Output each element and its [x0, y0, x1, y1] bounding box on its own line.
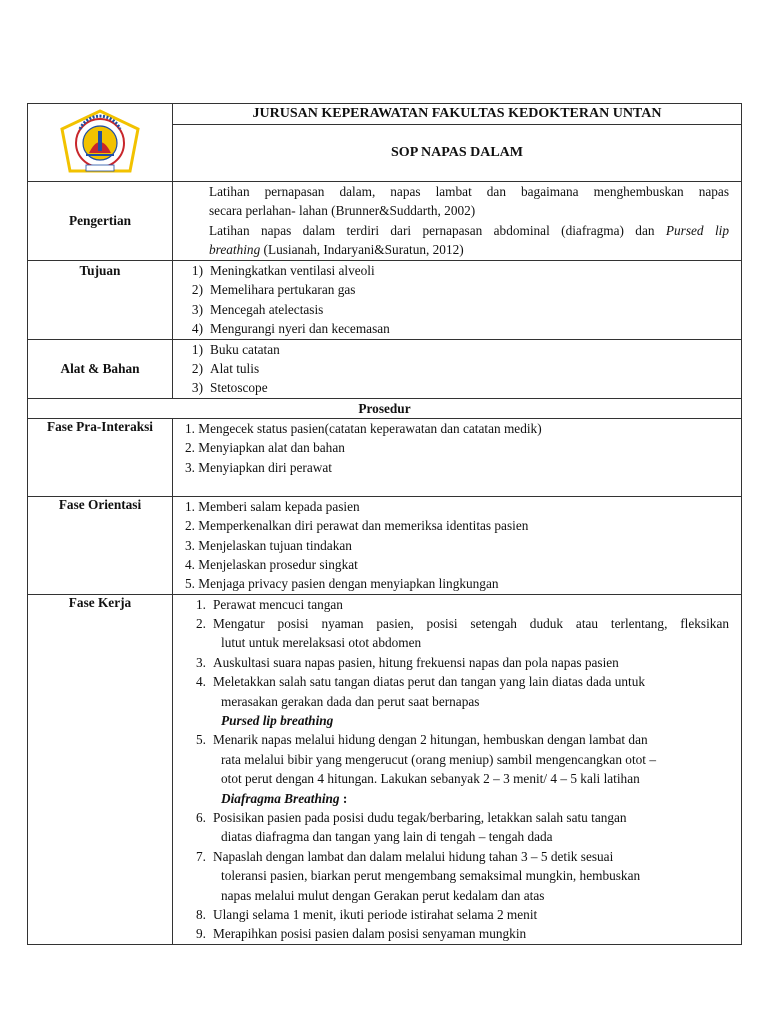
- item-text: Stetoscope: [210, 380, 268, 396]
- alat-label: Alat & Bahan: [28, 339, 173, 398]
- step-text: Napaslah dengan lambat dan dalam melalui hidung tahan 3 – 5 detik sesuai: [213, 848, 614, 864]
- pengertian-term: Pursed lip: [665, 222, 729, 238]
- item-text: Meningkatkan ventilasi alveoli: [210, 263, 375, 278]
- list-item: [173, 261, 741, 280]
- step-text: Ulangi selama 1 menit, ikuti periode istirahat selama 2 menit: [213, 906, 538, 922]
- kerja-step: [173, 595, 729, 614]
- item-text: Mengurangi nyeri dan kecemasan: [210, 321, 390, 337]
- pengertian-line: [209, 240, 729, 259]
- item-number: 2): [191, 360, 203, 376]
- prosedur-heading: Prosedur: [28, 398, 742, 418]
- item-number: 3): [191, 380, 203, 396]
- step-continuation: otot perut dengan 4 hitungan. Lakukan sebanyak 2 – 3 menit/ 4 – 5 kali latihan: [221, 771, 640, 787]
- item-text: Memelihara pertukaran gas: [210, 282, 356, 298]
- pengertian-text: (Lusianah, Indaryani&Suratun, 2012): [260, 242, 464, 258]
- list-item: 4. Menjelaskan prosedur singkat: [185, 556, 358, 572]
- step-continuation: toleransi pasien, biarkan perut mengembang semaksimal mungkin, hembuskan: [221, 868, 641, 884]
- pengertian-content: [173, 182, 742, 261]
- pursed-lip-heading: Pursed lip breathing: [221, 713, 334, 729]
- step-text: Posisikan pasien pada posisi dudu tegak/berbaring, letakkan salah satu tangan: [213, 809, 627, 825]
- list-item: [173, 300, 741, 319]
- list-item: [173, 378, 741, 397]
- step-continuation: merasakan gerakan dada dan perut saat bernapas: [221, 693, 480, 709]
- pra-interaksi-label: Fase Pra-Interaksi: [28, 418, 173, 496]
- list-item: [173, 340, 741, 359]
- item-number: 1): [191, 263, 203, 278]
- sop-title: SOP NAPAS DALAM: [173, 125, 742, 182]
- item-number: 1): [191, 341, 203, 357]
- step-continuation: rata melalui bibir yang mengerucut (orang meniup) sambil mengencangkan otot –: [221, 751, 656, 767]
- list-item: 1. Memberi salam kepada pasien: [185, 498, 360, 514]
- item-number: 3): [191, 301, 203, 317]
- list-item: [173, 319, 741, 338]
- kerja-step: [173, 672, 729, 691]
- step-text: Meletakkan salah satu tangan diatas perut dan tangan yang lain diatas dada untuk: [213, 674, 646, 690]
- diafragma-heading: Diafragma Breathing: [221, 790, 340, 806]
- list-item: 2. Memperkenalkan diri perawat dan memeriksa identitas pasien: [185, 518, 529, 534]
- step-number: 1.: [196, 596, 206, 612]
- pengertian-line: [209, 221, 729, 240]
- tujuan-list: [173, 261, 742, 340]
- step-text: Menarik napas melalui hidung dengan 2 hitungan, hembuskan dengan lambat dan: [213, 732, 648, 748]
- list-item: 3. Menyiapkan diri perawat: [185, 459, 332, 475]
- kerja-step: [173, 653, 729, 672]
- orientasi-label: Fase Orientasi: [28, 496, 173, 594]
- step-number: 9.: [196, 926, 206, 942]
- item-text: Mencegah atelectasis: [210, 301, 324, 317]
- step-number: 4.: [196, 674, 206, 690]
- step-number: 3.: [196, 654, 206, 670]
- logo-cell: [28, 104, 173, 182]
- item-number: 2): [191, 282, 203, 298]
- institution-title: JURUSAN KEPERAWATAN FAKULTAS KEDOKTERAN UNTAN: [173, 104, 742, 125]
- heading-colon: :: [339, 790, 348, 806]
- pengertian-term: breathing: [209, 242, 261, 258]
- step-text: Auskultasi suara napas pasien, hitung frekuensi napas dan pola napas pasien: [213, 654, 619, 670]
- step-number: 5.: [196, 732, 206, 748]
- kerja-label: Fase Kerja: [28, 594, 173, 944]
- orientasi-list: [173, 496, 742, 594]
- kerja-step: [173, 905, 729, 924]
- item-number: 4): [191, 321, 203, 337]
- item-text: Buku catatan: [210, 341, 280, 357]
- step-number: 6.: [196, 809, 206, 825]
- step-text: Perawat mencuci tangan: [213, 596, 343, 612]
- pengertian-line: secara perlahan- lahan (Brunner&Suddarth, 2002): [209, 203, 476, 219]
- step-text: Merapihkan posisi pasien dalam posisi senyaman mungkin: [213, 926, 527, 942]
- list-item: 3. Menjelaskan tujuan tindakan: [185, 537, 352, 553]
- pengertian-text: Latihan napas dalam terdiri dari pernapasan abdominal (diafragma) dan: [209, 222, 666, 238]
- list-item: 5. Menjaga privacy pasien dengan menyiapkan lingkungan: [185, 576, 499, 592]
- step-number: 7.: [196, 848, 206, 864]
- kerja-step: [173, 924, 729, 943]
- step-continuation: lutut untuk merelaksasi otot abdomen: [221, 635, 422, 651]
- diafragma-heading-line: [173, 789, 729, 808]
- pengertian-line: Latihan pernapasan dalam, napas lambat dan bagaimana menghembuskan napas: [209, 184, 729, 199]
- tujuan-label: Tujuan: [28, 261, 173, 340]
- university-logo: [58, 109, 142, 177]
- step-text: Mengatur posisi nyaman pasien, posisi setengah duduk atau terlentang, fleksikan: [213, 616, 729, 632]
- list-item: [173, 359, 741, 378]
- kerja-list: [173, 594, 742, 944]
- list-item: 1. Mengecek status pasien(catatan keperawatan dan catatan medik): [185, 420, 542, 436]
- kerja-step: [173, 730, 729, 749]
- alat-list: [173, 339, 742, 398]
- list-item: 2. Menyiapkan alat dan bahan: [185, 440, 345, 456]
- step-continuation: napas melalui mulut dengan Gerakan perut kedalam dan atas: [221, 887, 545, 903]
- pra-interaksi-list: [173, 418, 742, 496]
- step-number: 2.: [196, 616, 206, 632]
- step-number: 8.: [196, 906, 206, 922]
- kerja-step: [173, 614, 729, 633]
- list-item: [173, 280, 741, 299]
- kerja-step: [173, 808, 729, 827]
- kerja-step: [173, 847, 729, 866]
- pengertian-label: Pengertian: [28, 182, 173, 261]
- step-continuation: diatas diafragma dan tangan yang lain di tengah – tengah dada: [221, 829, 553, 845]
- item-text: Alat tulis: [210, 360, 260, 376]
- sop-table: [27, 103, 742, 945]
